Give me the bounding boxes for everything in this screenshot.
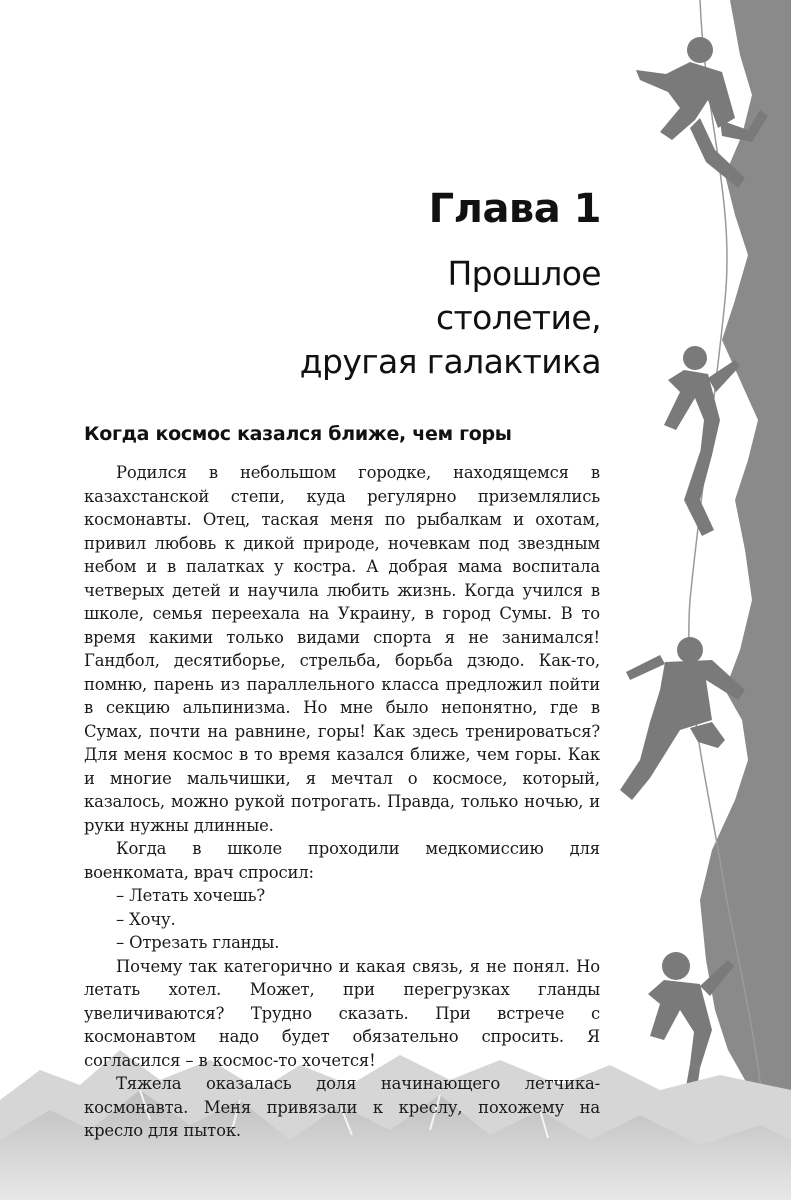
subtitle-line: Прошлое xyxy=(447,254,601,293)
climber-middle-icon xyxy=(664,346,740,536)
paragraph: Почему так категорично и какая связь, я не понял. Но летать хотел. Может, при перегрузках гланды увеличиваются? Трудно сказать. При встрече с космонавтом надо будет обязательно спросить. Я согласился – в космос-то хочется! xyxy=(84,956,600,1070)
climber-lower-icon xyxy=(620,637,745,800)
dialogue-line: – Летать хочешь? xyxy=(116,886,266,905)
subtitle-line: другая галактика xyxy=(299,342,601,381)
section-heading: Когда космос казался ближе, чем горы xyxy=(84,423,512,445)
dialogue-line: – Отрезать гланды. xyxy=(116,933,280,952)
dialogue-line: – Хочу. xyxy=(116,909,176,929)
paragraph: Родился в небольшом городке, находящемся в казахстанской степи, куда регулярно приземлялись космонавты. Отец, таская меня по рыбалкам и охотам, привил любовь к дикой природе, ночевкам под звездным небом и в палатках у костра. А добрая мама воспитала четверых детей и научила любить жизнь. Когда учился в школе, семья переехала на Украину, в город Сумы. В то время какими только видами спорта я не занимался! Гандбол, десятиборье, стрельба, борьба дзюдо. Как-то, помню, парень из параллельного класса предложил пойти в секцию альпинизма. Но мне было непонятно, где в Сумах, почти на равнине, горы! Как здесь тренироваться? Для меня космос в то время казался ближе, чем горы. Как и многие мальчишки, я мечтал о космосе, который, казалось, можно рукой потрогать. Правда, только ночью, и руки нужны длинные. xyxy=(84,463,600,835)
chapter-subtitle xyxy=(241,252,601,384)
body-text xyxy=(84,461,600,1143)
paragraph: Когда в школе проходили медкомиссию для военкомата, врач спросил: xyxy=(84,839,600,882)
chapter-title: Глава 1 xyxy=(428,186,601,232)
rock-wall-shape xyxy=(700,0,791,1200)
paragraph: Тяжела оказалась доля начинающего летчика-космонавта. Меня привязали к креслу, похожему на кресло для пыток. xyxy=(84,1074,600,1140)
subtitle-line: столетие, xyxy=(435,298,601,337)
